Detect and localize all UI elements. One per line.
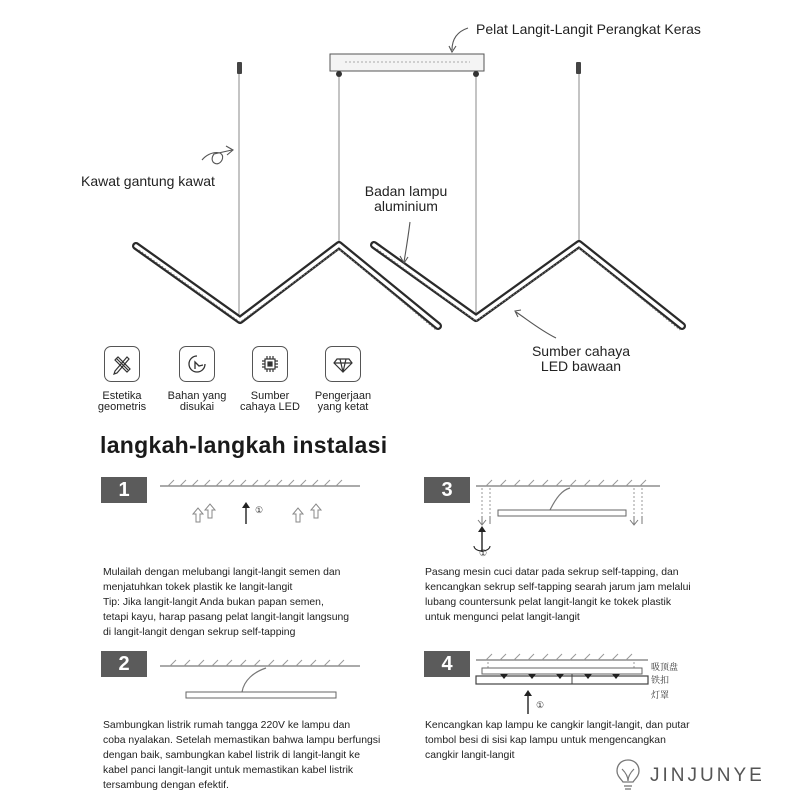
led-source-label: Sumber cahaya LED bawaan [531, 343, 631, 374]
hook-right [576, 62, 581, 74]
aluminium-body-label: Badan lampu aluminium [364, 183, 448, 214]
step-3-number: 3 [424, 477, 470, 503]
ceiling-plate [330, 54, 484, 77]
step-3-text: Pasang mesin cuci datar pada sekrup self-tapping, dan kencangkan sekrup self-tapping searah jarum jam melalui lubang countersunk pelat langit-langit ke tokek plastik untuk mengunci pelat langit-langit [425, 567, 691, 623]
step-4-marker: ① [536, 700, 545, 710]
brand-name: JINJUNYE [650, 765, 765, 786]
feature-led: Sumber cahaya LED [225, 346, 315, 413]
iron-buckle-label: 铁扣 [651, 675, 670, 685]
feature-geometric: Estetika geometris [77, 346, 167, 413]
step-4-number: 4 [424, 651, 470, 677]
ceiling-plate-label: Pelat Langit-Langit Perangkat Keras [476, 21, 701, 37]
arrow-led-source [516, 312, 556, 338]
lamp-body-right [374, 244, 682, 330]
diamond-icon [325, 346, 361, 382]
install-title: langkah-langkah instalasi [100, 432, 388, 458]
feature-material: Bahan yang disukai [152, 346, 242, 413]
step-4-diagram [470, 652, 660, 718]
step-2-text: Sambungkan listrik rumah tangga 220V ke lampu dan coba nyalakan. Setelah memastikan bahwa lampu berfungsi dengan baik, sambungkan kabel listrik di langit-langit ke kabel panci langit-langit untuk memastikan kabel listrik tersambung dengan efektif. [103, 720, 381, 791]
pencil-ruler-icon [104, 346, 140, 382]
step-2-diagram [150, 652, 370, 704]
ceiling-cup-label: 吸顶盘 [651, 662, 679, 672]
step-4-text: Kencangkan kap lampu ke cangkir langit-langit, dan putar tombol besi di sisi kap lampu untuk mengencangkan cangkir langit-langit [425, 720, 690, 761]
lampshade-label: 灯罩 [651, 690, 670, 700]
arrow-aluminium-body [404, 222, 410, 262]
step-3-diagram [470, 476, 670, 560]
hook-left [237, 62, 242, 74]
arrow-ceiling-plate [452, 28, 468, 50]
chip-icon [252, 346, 288, 382]
wire-label: Kawat gantung kawat [81, 173, 215, 189]
step-2-number: 2 [101, 651, 147, 677]
feature-craft: Pengerjaan yang ketat [298, 346, 388, 413]
hand-touch-icon [179, 346, 215, 382]
lightbulb-logo [614, 757, 642, 793]
step-1-number: 1 [101, 477, 147, 503]
arrow-wire [202, 150, 232, 164]
step-1-marker: ① [255, 505, 264, 515]
step-1-text: Mulailah dengan melubangi langit-langit semen dan menjatuhkan tokek plastik ke langit-langit Tip: Jika langit-langit Anda bukan papan semen, tetapi kayu, harap pasang pelat langit-langit langsung di langit-langit dengan sekrup self-tapping [103, 567, 350, 638]
step-3-marker: ① [479, 548, 488, 558]
